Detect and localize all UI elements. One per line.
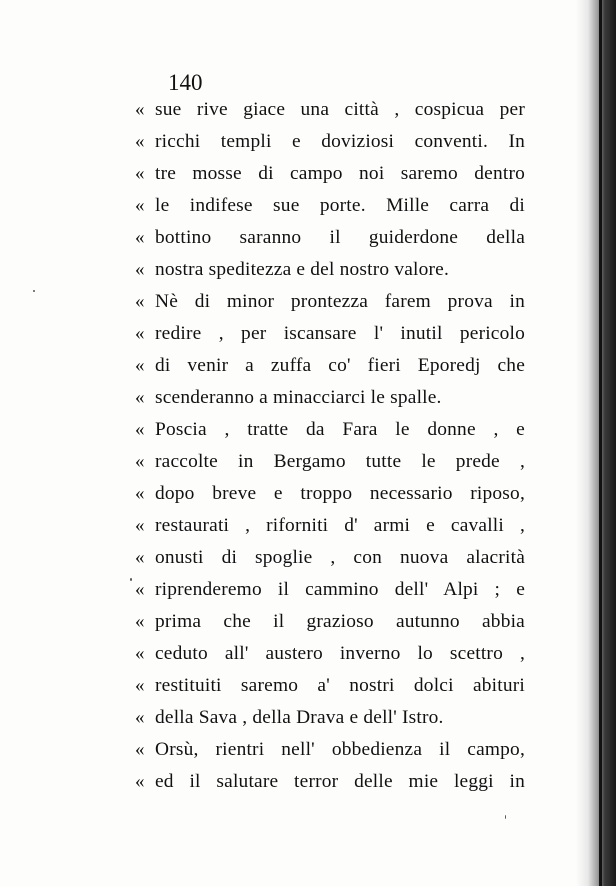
line-text: restaurati , riforniti d' armi e cavalli , <box>155 515 525 536</box>
quote-mark: « <box>135 259 145 280</box>
scan-speck <box>505 815 506 819</box>
quote-mark: « <box>135 643 145 664</box>
line-text: Orsù, rientri nell' obbedienza il campo, <box>155 739 525 760</box>
text-line <box>135 195 525 227</box>
text-line <box>135 227 525 259</box>
quote-mark: « <box>135 739 145 760</box>
quote-mark: « <box>135 195 145 216</box>
text-line <box>135 579 525 611</box>
text-line <box>135 547 525 579</box>
scan-speck <box>33 290 35 292</box>
text-line <box>135 451 525 483</box>
quote-mark: « <box>135 323 145 344</box>
line-text: dopo breve e troppo necessario riposo, <box>155 483 525 504</box>
text-line <box>135 387 525 419</box>
line-text: raccolte in Bergamo tutte le prede , <box>155 451 525 472</box>
page-number: 140 <box>168 70 203 95</box>
line-text: di venir a zuffa co' fieri Eporedj che <box>155 355 525 376</box>
quote-mark: « <box>135 483 145 504</box>
quote-mark: « <box>135 163 145 184</box>
quote-mark: « <box>135 579 145 600</box>
text-line <box>135 515 525 547</box>
body-text <box>135 99 525 803</box>
quote-mark: « <box>135 611 145 632</box>
line-text: redire , per iscansare l' inutil pericolo <box>155 323 525 344</box>
line-text: Nè di minor prontezza farem prova in <box>155 291 525 312</box>
line-text: ricchi templi e doviziosi conventi. In <box>155 131 525 152</box>
line-text: sue rive giace una città , cospicua per <box>155 99 525 120</box>
scan-speck <box>130 578 132 581</box>
line-text: nostra speditezza e del nostro valore. <box>155 259 450 280</box>
text-line <box>135 739 525 771</box>
text-line <box>135 323 525 355</box>
text-line <box>135 611 525 643</box>
line-text: ceduto all' austero inverno lo scettro , <box>155 643 525 664</box>
quote-mark: « <box>135 355 145 376</box>
line-text: ed il salutare terror delle mie leggi in <box>155 771 525 792</box>
quote-mark: « <box>135 547 145 568</box>
line-text: tre mosse di campo noi saremo dentro <box>155 163 525 184</box>
text-line <box>135 675 525 707</box>
text-line <box>135 707 525 739</box>
quote-mark: « <box>135 419 145 440</box>
text-line <box>135 771 525 803</box>
line-text: scenderanno a minacciarci le spalle. <box>155 387 442 408</box>
text-line <box>135 259 525 291</box>
quote-mark: « <box>135 675 145 696</box>
text-line <box>135 131 525 163</box>
line-text: restituiti saremo a' nostri dolci abituri <box>155 675 525 696</box>
text-line <box>135 419 525 451</box>
quote-mark: « <box>135 99 145 120</box>
quote-mark: « <box>135 451 145 472</box>
text-line <box>135 99 525 131</box>
line-text: della Sava , della Drava e dell' Istro. <box>155 707 444 728</box>
quote-mark: « <box>135 515 145 536</box>
text-line <box>135 483 525 515</box>
line-text: le indifese sue porte. Mille carra di <box>155 195 525 216</box>
line-text: Poscia , tratte da Fara le donne , e <box>155 419 525 440</box>
line-text: riprenderemo il cammino dell' Alpi ; e <box>155 579 525 600</box>
quote-mark: « <box>135 707 145 728</box>
quote-mark: « <box>135 771 145 792</box>
text-line <box>135 643 525 675</box>
line-text: onusti di spoglie , con nuova alacrità <box>155 547 525 568</box>
quote-mark: « <box>135 131 145 152</box>
line-text: bottino saranno il guiderdone della <box>155 227 525 248</box>
line-text: prima che il grazioso autunno abbia <box>155 611 525 632</box>
quote-mark: « <box>135 227 145 248</box>
page-edge-shadow <box>576 0 616 886</box>
quote-mark: « <box>135 291 145 312</box>
text-line <box>135 163 525 195</box>
page-edge-line <box>599 0 602 886</box>
text-line <box>135 291 525 323</box>
quote-mark: « <box>135 387 145 408</box>
text-line <box>135 355 525 387</box>
